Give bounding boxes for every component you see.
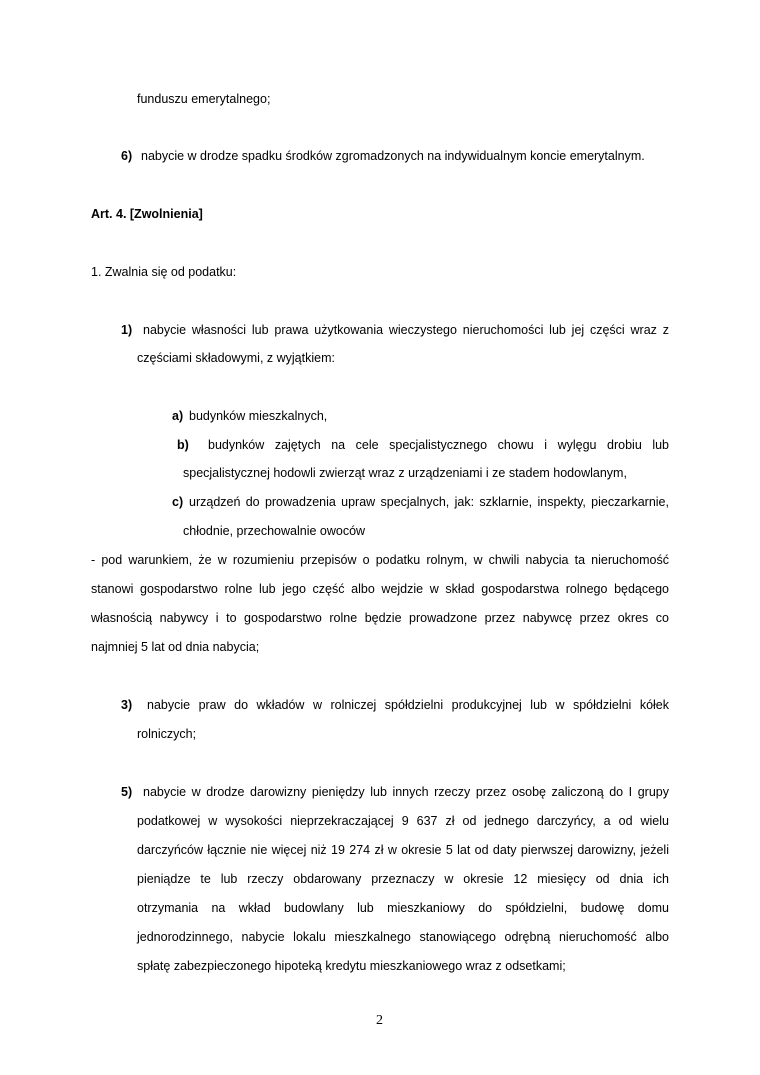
item-text-line: nabycie własności lub prawa użytkowania wieczystego nieruchomości lub jej części wraz z xyxy=(143,323,669,337)
article-heading: Art. 4. [Zwolnienia] xyxy=(91,207,203,221)
item-text: nabycie w drodze spadku środków zgromadzonych na indywidualnym koncie emerytalnym. xyxy=(141,149,645,163)
item-text-line: nabycie praw do wkładów w rolniczej spółdzielni produkcyjnej lub w spółdzielni kółek xyxy=(147,698,669,712)
page-number: 2 xyxy=(376,1013,383,1028)
item-text-line: częściami składowymi, z wyjątkiem: xyxy=(137,351,335,365)
item-number: 1) xyxy=(121,323,133,337)
text-line: funduszu emerytalnego; xyxy=(137,92,271,106)
subitem-text-line: urządzeń do prowadzenia upraw specjalnych, jak: szklarnie, inspekty, pieczarkarnie, xyxy=(189,495,669,509)
condition-line: najmniej 5 lat od dnia nabycia; xyxy=(91,640,260,654)
condition-line: własnością nabywcy i to gospodarstwo rolne będzie prowadzone przez nabywcę przez okres co xyxy=(91,611,669,625)
condition-line: stanowi gospodarstwo rolne lub jego część albo wejdzie w skład gospodarstwa rolnego będącego xyxy=(91,582,669,596)
item-text-line: rolniczych; xyxy=(137,727,197,741)
subitem-number: c) xyxy=(172,495,184,509)
condition-line: - pod warunkiem, że w rozumieniu przepisów o podatku rolnym, w chwili nabycia ta nieruchomość xyxy=(91,553,669,567)
subitem-text-line: chłodnie, przechowalnie owoców xyxy=(183,524,366,538)
subitem-text-line: specjalistycznej hodowli zwierząt wraz z urządzeniami i ze stadem hodowlanym, xyxy=(183,466,627,480)
item-text-line: podatkowej w wysokości nieprzekraczającej 9 637 zł od jednego darczyńcy, a od wielu xyxy=(137,814,669,828)
paragraph-intro: 1. Zwalnia się od podatku: xyxy=(91,265,237,279)
subitem-text-line: budynków zajętych na cele specjalistycznego chowu i wylęgu drobiu lub xyxy=(208,438,669,452)
item-text-line: nabycie w drodze darowizny pieniędzy lub innych rzeczy przez osobę zaliczoną do I grupy xyxy=(143,785,669,799)
subitem-number: a) xyxy=(172,409,184,423)
subitem-text: budynków mieszkalnych, xyxy=(189,409,328,423)
subitem-number: b) xyxy=(177,438,189,452)
item-text-line: darczyńców łącznie nie więcej niż 19 274 zł w okresie 5 lat od daty pierwszej darowizny, jeżeli xyxy=(137,843,669,857)
item-number: 6) xyxy=(121,149,133,163)
item-text-line: pieniądze te lub rzeczy obdarowany przeznaczy w okresie 12 miesięcy od dnia ich xyxy=(137,872,669,886)
item-number: 5) xyxy=(121,785,133,799)
item-text-line: spłatę zabezpieczonego hipoteką kredytu mieszkaniowego wraz z odsetkami; xyxy=(137,959,566,973)
item-text-line: otrzymania na wkład budowlany lub mieszkaniowy do spółdzielni, budowę domu xyxy=(137,901,669,915)
item-number: 3) xyxy=(121,698,133,712)
item-text-line: jednorodzinnego, nabycie lokalu mieszkalnego stanowiącego odrębną nieruchomość albo xyxy=(137,930,669,944)
